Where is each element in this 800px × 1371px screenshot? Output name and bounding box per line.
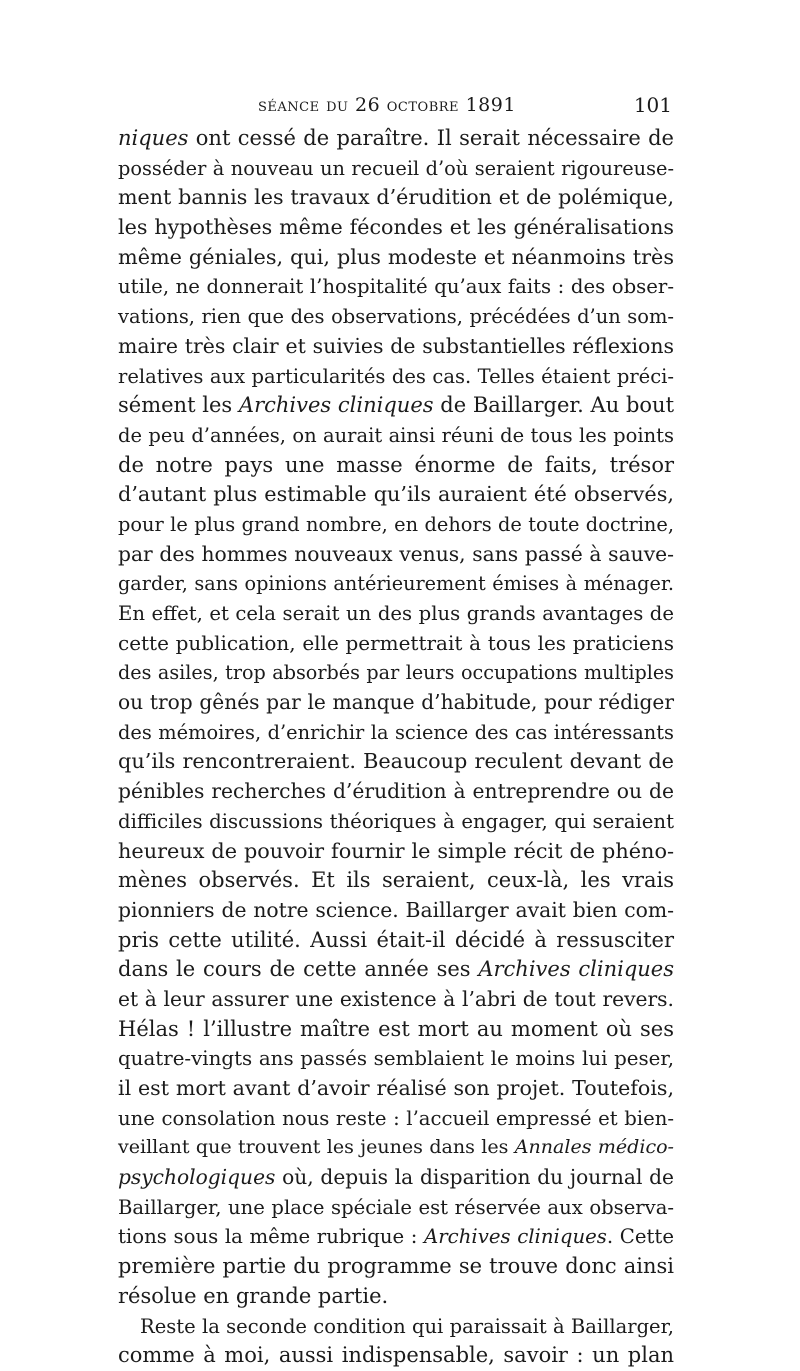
text-line [118, 1133, 674, 1163]
text-line [118, 451, 674, 481]
text-line [118, 1044, 674, 1074]
text-segment: sément les [118, 393, 239, 418]
text-segment: vations, rien que des observations, précédées d’un som- [118, 305, 674, 329]
text-line [118, 243, 674, 273]
text-line [118, 510, 674, 540]
text-segment: de notre pays une masse énorme de faits, trésor [118, 452, 674, 477]
text-line [118, 718, 674, 748]
text-line [118, 272, 674, 302]
text-segment: Reste la seconde condition qui paraissait à Baillarger, [140, 1314, 674, 1338]
text-segment: cette publication, elle permettrait à tous les praticiens [118, 630, 674, 655]
text-line [118, 391, 674, 421]
text-line [118, 1015, 674, 1045]
book-page [118, 88, 674, 1371]
text-segment: qu’ils rencontreraient. Beaucoup reculent devant de [118, 749, 674, 774]
text-segment: de Baillarger. Au bout [433, 393, 675, 418]
text-segment: quatre-vingts ans passés semblaient le moins lui peser, [118, 1047, 674, 1071]
italic-text: niques [118, 126, 189, 150]
text-line [118, 985, 674, 1015]
text-segment: ment bannis les travaux d’érudition et de polémique, [118, 185, 674, 210]
page-number: 101 [633, 93, 672, 117]
text-line [118, 302, 674, 332]
text-line [118, 213, 674, 243]
text-segment: En effet, et cela serait un des plus grands avantages de [118, 602, 674, 625]
body-text [118, 124, 674, 1371]
text-segment: pour le plus grand nombre, en dehors de toute doctrine, [118, 512, 674, 536]
text-line [118, 837, 674, 867]
text-segment: dans le cours de cette année ses [118, 957, 479, 982]
text-segment: une consolation nous reste : l’accueil empressé et bien- [118, 1106, 674, 1130]
text-segment: de peu d’années, on aurait ainsi réuni de tous les points [118, 423, 674, 447]
text-segment: heureux de pouvoir fournir le simple récit de phéno- [118, 838, 674, 863]
text-line [118, 1312, 674, 1342]
text-line [118, 896, 674, 926]
text-segment: garder, sans opinions antérieurement émises à ménager. [118, 572, 674, 596]
text-segment: les hypothèses même fécondes et les généralisations [118, 215, 674, 240]
text-line [118, 332, 674, 362]
text-line [118, 1222, 674, 1252]
text-segment: ont cessé de paraître. Il serait nécessaire de [188, 126, 674, 150]
text-line [118, 777, 674, 807]
text-segment: Hélas ! l’illustre maître est mort au moment où ses [118, 1016, 674, 1041]
text-segment: tions sous la même rubrique : [118, 1225, 425, 1249]
text-line [118, 688, 674, 718]
text-segment: des asiles, trop absorbés par leurs occupations multiples [118, 661, 674, 685]
text-line [118, 1104, 674, 1134]
text-segment: mènes observés. Et ils seraient, ceux-là, les vrais [118, 868, 674, 893]
text-line [118, 124, 674, 154]
italic-text: Annales médico- [514, 1136, 674, 1159]
text-line [118, 1074, 674, 1104]
text-segment: pénibles recherches d’érudition à entreprendre ou de [118, 779, 674, 804]
italic-text: Archives cliniques [424, 1225, 607, 1249]
text-line [118, 658, 674, 688]
text-line [118, 866, 674, 896]
text-segment: même géniales, qui, plus modeste et néanmoins très [118, 244, 674, 269]
text-line [118, 629, 674, 659]
text-line [118, 599, 674, 629]
text-segment: veillant que trouvent les jeunes dans les [118, 1136, 515, 1159]
text-segment: d’autant plus estimable qu’ils auraient été observés, [118, 482, 674, 507]
text-segment: des mémoires, d’enrichir la science des cas intéressants [118, 720, 674, 744]
text-segment: et à leur assurer une existence à l’abri de tout revers. [118, 986, 674, 1011]
text-segment: où, depuis la disparition du journal de [275, 1165, 674, 1190]
text-line [118, 540, 674, 570]
text-segment: posséder à nouveau un recueil d’où seraient rigoureuse- [118, 156, 674, 180]
text-line [118, 569, 674, 599]
text-segment: pionniers de notre science. Baillarger avait bien com- [118, 897, 674, 922]
text-segment: relatives aux particularités des cas. Telles étaient préci- [118, 364, 674, 388]
text-line [118, 1341, 674, 1371]
running-header [118, 88, 674, 124]
text-line [118, 1193, 674, 1223]
running-title: séance du 26 octobre 1891 [258, 94, 516, 116]
text-segment: par des hommes nouveaux venus, sans passé à sauve- [118, 541, 674, 566]
text-segment: utile, ne donnerait l’hospitalité qu’aux faits : des obser- [118, 275, 674, 299]
text-line [118, 421, 674, 451]
text-line [118, 480, 674, 510]
text-line [118, 747, 674, 777]
text-segment: maire très clair et suivies de substantielles réflexions [118, 333, 674, 358]
text-line [118, 1282, 674, 1312]
text-line [118, 362, 674, 392]
text-segment: difficiles discussions théoriques à engager, qui seraient [118, 809, 674, 833]
italic-text: Archives cliniques [478, 957, 674, 982]
text-segment: première partie du programme se trouve donc ainsi [118, 1254, 674, 1279]
text-line [118, 955, 674, 985]
italic-text: psychologiques [118, 1165, 276, 1190]
text-segment: il est mort avant d’avoir réalisé son projet. Toutefois, [118, 1076, 674, 1100]
text-line [118, 1252, 674, 1282]
text-segment: pris cette utilité. Aussi était-il décidé à ressusciter [118, 927, 674, 952]
italic-text: Archives cliniques [238, 393, 434, 418]
text-segment: . Cette [606, 1225, 675, 1249]
text-segment: ou trop gênés par le manque d’habitude, pour rédiger [118, 690, 674, 715]
text-line [118, 1163, 674, 1193]
text-line [118, 926, 674, 956]
text-line [118, 807, 674, 837]
text-line [118, 154, 674, 184]
text-segment: Baillarger, une place spéciale est réservée aux observa- [118, 1195, 674, 1219]
text-line [118, 183, 674, 213]
text-segment: résolue en grande partie. [118, 1283, 389, 1308]
text-segment: comme à moi, aussi indispensable, savoir : un plan [118, 1343, 674, 1368]
